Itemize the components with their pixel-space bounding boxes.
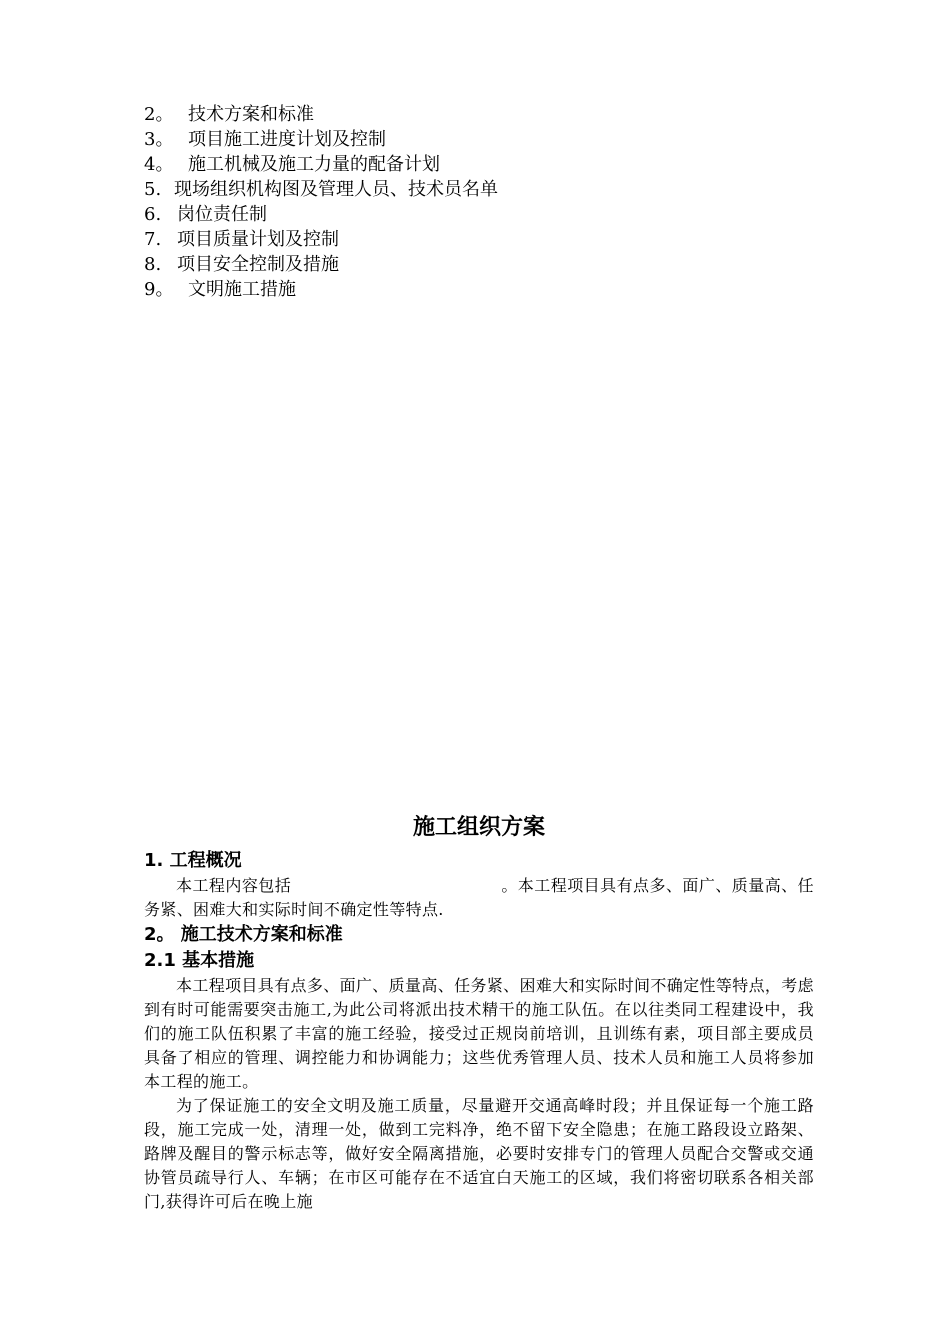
section-2-1-heading: 2.1 基本措施 — [144, 950, 255, 971]
toc-item-number: 9。 — [144, 279, 174, 300]
section-1-paragraph-end: 。本工程项目具有点多、面广、质量高、任务紧、困难大和实际时间不确定性等特点. — [144, 876, 814, 919]
toc-item-number: 8. — [144, 254, 162, 275]
toc-item — [144, 252, 844, 277]
toc-list — [144, 102, 844, 302]
toc-item — [144, 202, 844, 227]
toc-item — [144, 227, 844, 252]
toc-item-number: 2。 — [144, 104, 174, 125]
toc-item-number: 7. — [144, 229, 162, 250]
toc-item-number: 3。 — [144, 129, 174, 150]
toc-item-text: 项目质量计划及控制 — [177, 229, 339, 250]
toc-item — [144, 177, 844, 202]
document-title: 施工组织方案 — [412, 815, 545, 840]
toc-item-text: 岗位责任制 — [177, 204, 267, 225]
toc-item-number: 6. — [144, 204, 162, 225]
section-2-1-paragraph-2: 为了保证施工的安全文明及施工质量，尽量避开交通高峰时段；并且保证每一个施工路段，施工完成一处，清理一处，做到工完料净，绝不留下安全隐患；在施工路段设立路架、路牌及醒目的警示标志等，做好安全隔离措施，必要时安排专门的管理人员配合交警或交通协管员疏导行人、车辆；在市区可能存在不适宜白天施工的区域，我们将密切联系各相关部门,获得许可后在晚上施 — [144, 1096, 814, 1211]
toc-item — [144, 152, 844, 177]
toc-item-number: 4。 — [144, 154, 174, 175]
toc-item — [144, 277, 844, 302]
toc-item-text: 现场组织机构图及管理人员、技术员名单 — [174, 179, 498, 200]
toc-item-number: 5. — [144, 179, 162, 200]
toc-item — [144, 127, 844, 152]
toc-item-text: 技术方案和标准 — [188, 104, 314, 125]
toc-item — [144, 102, 844, 127]
section-2-heading: 2。 施工技术方案和标准 — [144, 924, 343, 945]
section-1-paragraph-start: 本工程内容包括 — [176, 876, 292, 895]
document-body — [144, 808, 814, 1214]
toc-item-text: 施工机械及施工力量的配备计划 — [188, 154, 440, 175]
section-1-paragraph — [144, 874, 814, 922]
section-2-1-paragraph-1: 本工程项目具有点多、面广、质量高、任务紧、困难大和实际时间不确定性等特点，考虑到有时可能需要突击施工,为此公司将派出技术精干的施工队伍。在以往类同工程建设中，我们的施工队伍积累了丰富的施工经验，接受过正规岗前培训，且训练有素，项目部主要成员具备了相应的管理、调控能力和协调能力；这些优秀管理人员、技术人员和施工人员将参加本工程的施工。 — [144, 976, 814, 1091]
toc-item-text: 项目施工进度计划及控制 — [188, 129, 386, 150]
toc-item-text: 文明施工措施 — [188, 279, 296, 300]
toc-item-text: 项目安全控制及措施 — [177, 254, 339, 275]
section-1-heading: 1. 工程概况 — [144, 850, 242, 871]
